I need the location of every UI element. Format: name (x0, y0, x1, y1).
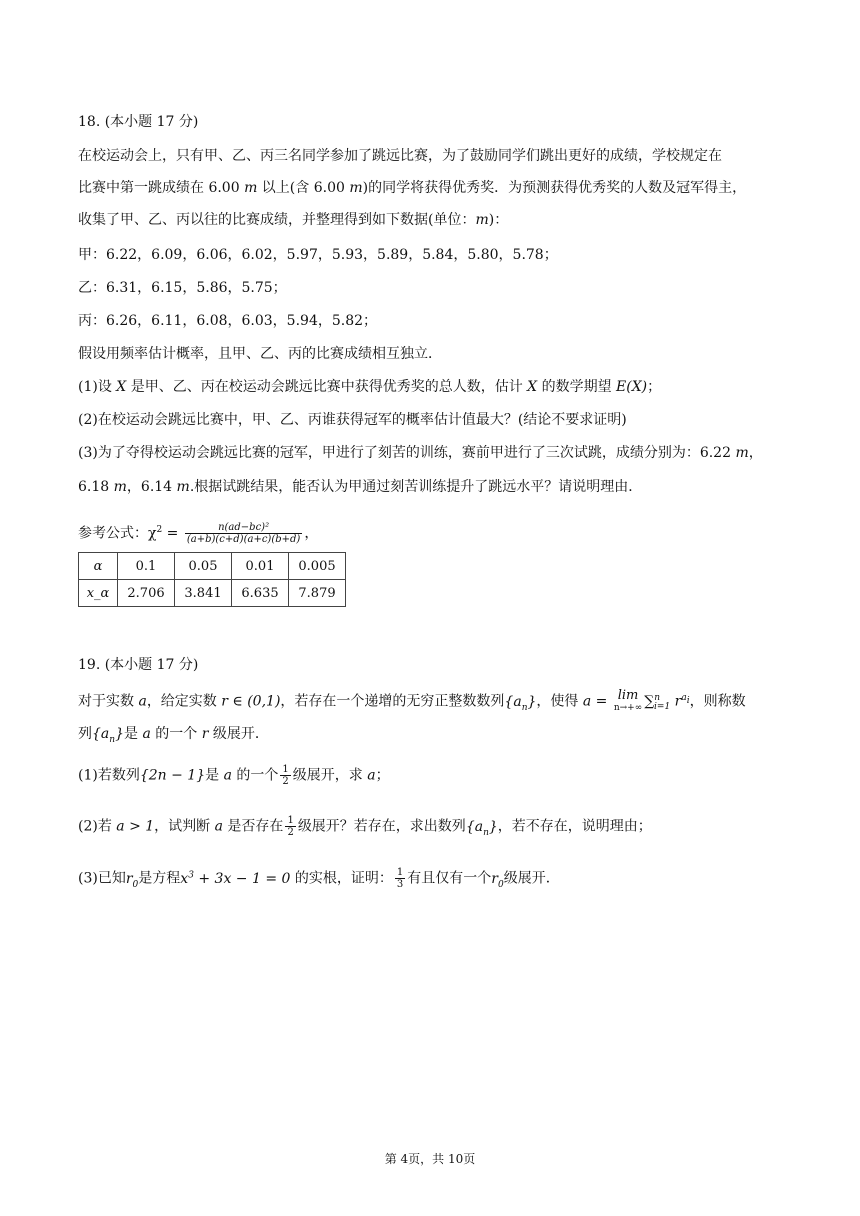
table-cell: 0.1 (118, 553, 175, 580)
table-cell: α (79, 553, 118, 580)
q18-paragraph-3: 收集了甲、乙、丙以往的比赛成绩，并整理得到如下数据(单位：m)： (78, 212, 509, 228)
assumption: 假设用频率估计概率，且甲、乙、丙的比赛成绩相互独立． (78, 346, 442, 362)
reference-formula: 参考公式：$\chi^2$ = $\frac{\text{n(ad−bc)²}}{(a+b)(c+d)(a+c)(b+d)}$ ， (78, 522, 319, 546)
q18-sub-3: (3)为了夺得校运动会跳远比赛的冠军，甲进行了刻苦的训练，赛前甲进行了三次试跳，成绩分别为：6.22 m， (78, 445, 763, 461)
table-row (79, 580, 346, 607)
data-yi: 乙：6.31，6.15，5.86，5.75； (78, 280, 287, 296)
question-19-header: 19. (本小题 17 分) (78, 657, 199, 673)
q18-paragraph-1: 在校运动会上，只有甲、乙、丙三名同学参加了跳远比赛，为了鼓励同学们跳出更好的成绩，学校规定在 (78, 148, 722, 164)
q19-sub-1: (1)若数列{2n − 1}是 a 的一个 $\frac{1}{2}$ 级展开，求 a； (78, 764, 390, 787)
q19-paragraph-2: 列$\{a_n\}$是 a 的一个 r 级展开． (78, 726, 269, 745)
table-cell: 2.706 (118, 580, 175, 607)
critical-value-table (78, 552, 346, 607)
page-footer: 第 4页，共 10页 (384, 1152, 476, 1166)
q18-sub-1: (1)设 X 是甲、乙、丙在校运动会跳远比赛中获得优秀奖的总人数，估计 X 的数学期望 E(X)； (78, 379, 662, 395)
table-cell: 7.879 (289, 580, 346, 607)
table-cell: 6.635 (232, 580, 289, 607)
question-18-header: 18. (本小题 17 分) (78, 114, 199, 130)
data-bing: 丙：6.26，6.11，6.08，6.03，5.94，5.82； (78, 313, 378, 329)
table-row (79, 553, 346, 580)
q19-sub-2: (2)若 a > 1，试判断 a 是否存在 $\frac{1}{2}$ 级展开？若存在，求出数列$\{a_n\}$，若不存在，说明理由； (78, 815, 652, 838)
q18-sub-2: (2)在校运动会跳远比赛中，甲、乙、丙谁获得冠军的概率估计值最大？(结论不要求证明) (78, 412, 627, 428)
q18-paragraph-2: 比赛中第一跳成绩在 6.00 m 以上(含 6.00 m)的同学将获得优秀奖．为预测获得优秀奖的人数及冠军得主， (78, 180, 747, 196)
data-jia: 甲：6.22，6.09，6.06，6.02，5.97，5.93，5.89，5.84，5.80，5.78； (78, 247, 558, 263)
table-cell: 0.01 (232, 553, 289, 580)
table-cell: 0.005 (289, 553, 346, 580)
q19-sub-3: (3)已知$r_0$是方程$x^3 + 3x - 1 = 0$ 的实根，证明： $\frac{1}{3}$ 有且仅有一个$r_0$级展开． (78, 867, 560, 891)
q19-paragraph-1: 对于实数 a，给定实数 r ∈ (0,1)，若存在一个递增的无穷正整数数列$\{a_n\}$，使得 a = lim n→+∞ ∑$^n_{i=1}$ $r^{a_i}$，则称数 (78, 687, 746, 713)
table-cell: 3.841 (175, 580, 232, 607)
q18-sub-3-cont: 6.18 m，6.14 m.根据试跳结果，能否认为甲通过刻苦训练提升了跳远水平？请说明理由． (78, 479, 643, 495)
table-cell: 0.05 (175, 553, 232, 580)
table-cell: x_α (79, 580, 118, 607)
